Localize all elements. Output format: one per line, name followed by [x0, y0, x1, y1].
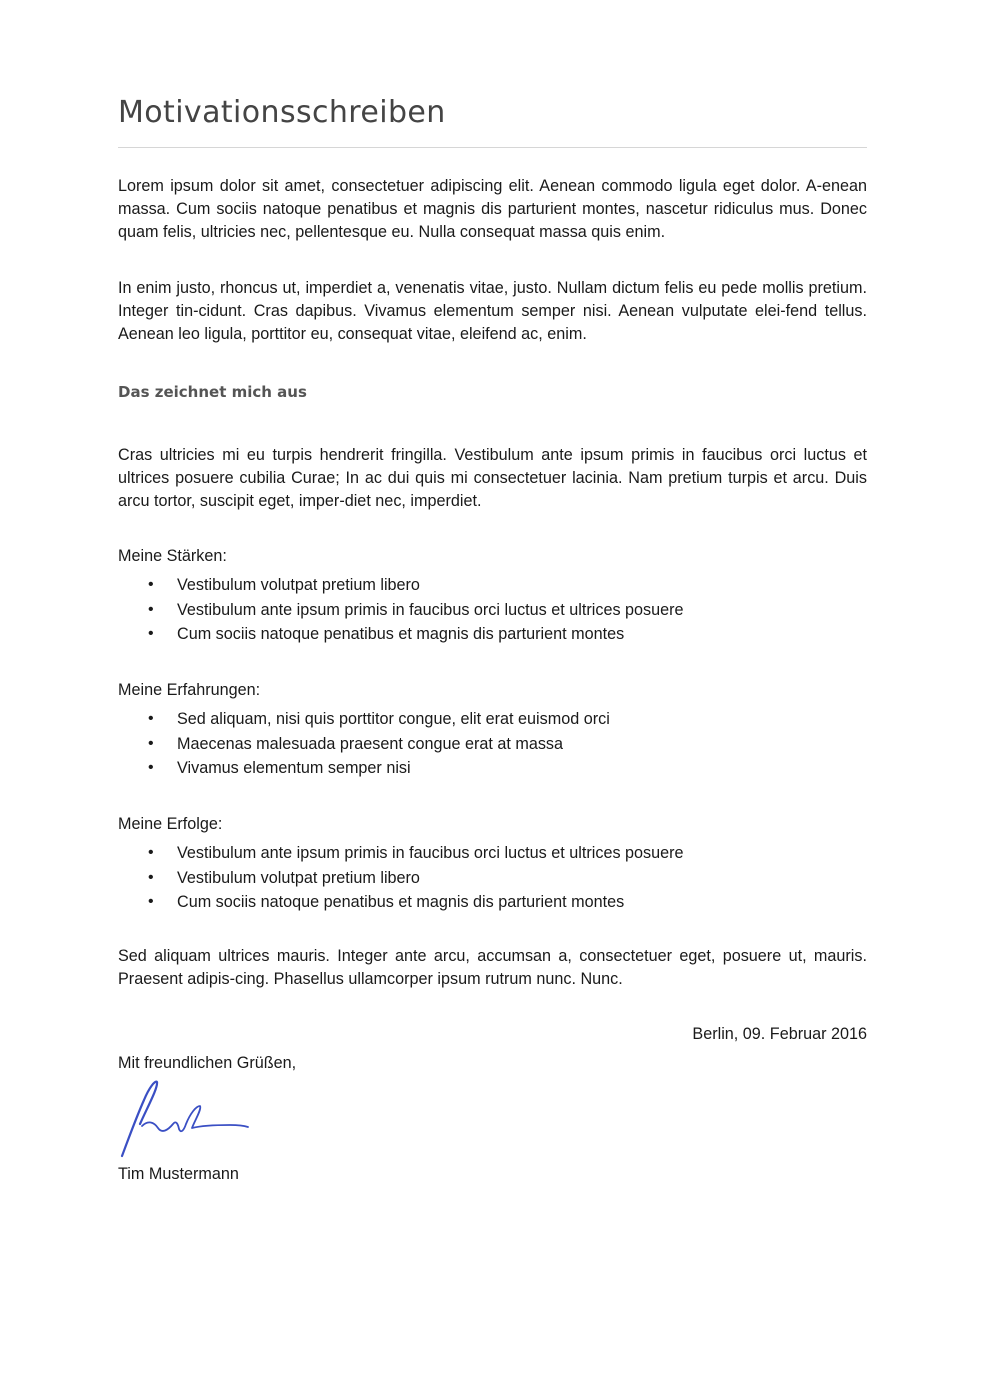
bullet-icon: •: [148, 625, 154, 642]
list-item-text: Cum sociis natoque penatibus et magnis dis parturient montes: [177, 893, 625, 911]
list-item-text: Vivamus elementum semper nisi: [177, 759, 411, 777]
bullet-icon: •: [148, 734, 154, 752]
bullet-icon: •: [148, 600, 154, 618]
list-item: [118, 732, 610, 757]
list-item-text: Cum sociis natoque penatibus et magnis dis parturient montes: [177, 625, 625, 643]
strengths-label: Meine Stärken:: [118, 547, 227, 565]
bullet-icon: •: [148, 893, 154, 910]
signatory-name: Tim Mustermann: [118, 1165, 239, 1183]
list-item-text: Maecenas malesuada praesent congue erat at massa: [177, 734, 564, 753]
intro-paragraph-2: In enim justo, rhoncus ut, imperdiet a, venenatis vitae, justo. Nullam dictum felis eu pede mollis pretium. Integer tin-cidunt. Cras dapibus. Vivamus elementum semper nisi. Aenean vulputate elei-fend tellus. Aenean leo ligula, porttitor eu, consequat vitae, eleifend ac, enim.: [118, 279, 867, 343]
bullet-icon: •: [148, 868, 154, 886]
list-item-text: Vestibulum ante ipsum primis in faucibus orci luctus et ultrices posuere: [177, 600, 684, 619]
list-item-text: Vestibulum ante ipsum primis in faucibus orci luctus et ultrices posuere: [177, 844, 684, 862]
title-divider: [118, 147, 867, 148]
bullet-icon: •: [148, 576, 154, 593]
strengths-list: [118, 573, 684, 647]
section-paragraph: Cras ultricies mi eu turpis hendrerit fringilla. Vestibulum ante ipsum primis in faucibus orci luctus et ultrices posuere cubilia Curae; In ac dui quis mi consectetuer lacinia. Nam pretium turpis et arcu. Duis arcu tortor, suscipit eget, imper-diet nec, imperdiet.: [118, 446, 867, 510]
list-item: [118, 841, 684, 866]
list-item-text: Sed aliquam, nisi quis porttitor congue, elit erat euismod orci: [177, 710, 610, 728]
list-item: [118, 756, 610, 781]
list-item: [118, 598, 684, 623]
closing-paragraph: Sed aliquam ultrices mauris. Integer ante arcu, accumsan a, consectetuer eget, posuere ut, mauris. Praesent adipis-cing. Phasellus ullamcorper ipsum rutrum nunc. Nunc.: [118, 947, 867, 988]
list-item: [118, 622, 684, 647]
bullet-icon: •: [148, 710, 154, 727]
experience-list: [118, 707, 610, 781]
page-title: Motivationsschreiben: [118, 95, 446, 130]
date-line: Berlin, 09. Februar 2016: [692, 1025, 867, 1043]
list-item-text: Vestibulum volutpat pretium libero: [177, 868, 420, 887]
signature-image: [118, 1076, 253, 1160]
section-heading: Das zeichnet mich aus: [118, 383, 307, 401]
bullet-icon: •: [148, 759, 154, 776]
list-item: [118, 890, 684, 915]
list-item: [118, 707, 610, 732]
bullet-icon: •: [148, 844, 154, 861]
experience-label: Meine Erfahrungen:: [118, 681, 261, 699]
achievements-list: [118, 841, 684, 915]
salutation: Mit freundlichen Grüßen,: [118, 1054, 297, 1072]
intro-paragraph-1: Lorem ipsum dolor sit amet, consectetuer adipiscing elit. Aenean commodo ligula eget dolor. A-enean massa. Cum sociis natoque penatibus et magnis dis parturient montes, nascetur ridiculus mus. Donec quam felis, ultricies nec, pellentesque eu. Nulla consequat massa quis enim.: [118, 177, 867, 241]
list-item-text: Vestibulum volutpat pretium libero: [177, 576, 420, 594]
achievements-label: Meine Erfolge:: [118, 815, 223, 833]
list-item: [118, 866, 684, 891]
list-item: [118, 573, 684, 598]
